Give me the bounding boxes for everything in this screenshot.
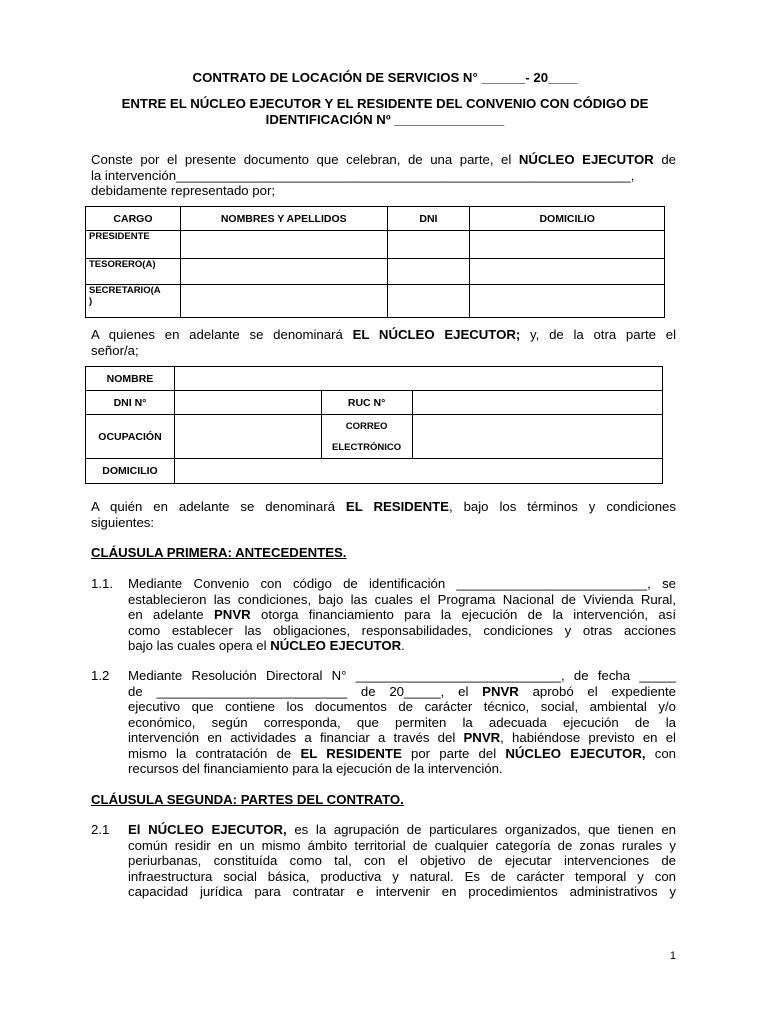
header-cargo: CARGO	[86, 207, 181, 231]
clause-2-1-text: El NÚCLEO EJECUTOR, es la agrupación de particulares organizados, que tienen en común residir en un mismo ámbito territorial de cualquier categoría de zonas rurales y periurbanas, constituída como tal, con el objetivo de ejecutar intervenciones de infraestructura social básica, productiva y natural. Es de carácter temporal y con capacidad jurídica para contratar e intervenir en procedimientos administrativos y	[128, 822, 676, 899]
parties-line-1: A quienes en adelante se denominará EL NÚCLEO EJECUTOR; y, de la otra parte el	[91, 327, 676, 342]
page-number: 1	[669, 950, 676, 962]
label-ocupacion: OCUPACIÓN	[86, 415, 175, 459]
cell-empty[interactable]	[470, 231, 665, 259]
subtitle-line-2: IDENTIFICACIÓN Nº _______________	[265, 111, 505, 127]
input-dni[interactable]	[174, 391, 321, 415]
clause-2-heading: CLÁUSULA SEGUNDA: PARTES DEL CONTRATO.	[91, 792, 404, 807]
clause-1-1-number: 1.1.	[91, 576, 113, 591]
intro-line-2: la intervención______________________________________________________________,	[91, 167, 635, 183]
label-ruc: RUC N°	[321, 391, 412, 415]
resident-line-1: A quién en adelante se denominará EL RESIDENTE, bajo los términos y condiciones	[91, 499, 676, 514]
header-nombres: NOMBRES Y APELLIDOS	[180, 207, 387, 231]
clause-1-1-text: Mediante Convenio con código de identificación __________________________, se establecieron las condiciones, bajo las cuales el Programa Nacional de Vivienda Rural, en adelante PNVR otorga financiamiento para la ejecución de la intervención, así como establecer las obligaciones, responsabilidades, condiciones y otras acciones bajo las cuales opera el NÚCLEO EJECUTOR.	[128, 576, 677, 653]
resident-line-2: siguientes:	[91, 514, 155, 530]
resident-paragraph	[91, 499, 676, 530]
cell-empty[interactable]	[470, 285, 665, 318]
intro-paragraph	[91, 152, 676, 199]
label-dni: DNI N°	[86, 391, 175, 415]
header-domicilio: DOMICILIO	[470, 207, 665, 231]
officers-table	[85, 206, 665, 318]
label-nombre: NOMBRE	[86, 367, 175, 391]
parties-line-2: señor/a;	[91, 342, 139, 358]
row-secretario: SECRETARIO(A )	[86, 285, 181, 318]
resident-table	[85, 366, 663, 484]
input-domicilio[interactable]	[174, 459, 662, 484]
clause-2-1-number: 2.1	[91, 822, 110, 837]
clause-1-2-text: Mediante Resolución Directoral N° ____________________________, de fecha _____ de __________________________ de 20_____, el PNVR aprobó el expediente ejecutivo que contiene los documentos de carácter técnico, social, ambiental y/o económico, según corresponda, que permiten la adecuada ejecución de la intervención en actividades a financiar a través del PNVR, habiéndose previsto en el mismo la contratación de EL RESIDENTE por parte del NÚCLEO EJECUTOR, con recursos del financiamiento para la ejecución de la intervención.	[128, 668, 676, 776]
subtitle-line-1: ENTRE EL NÚCLEO EJECUTOR Y EL RESIDENTE DEL CONVENIO CON CÓDIGO DE	[121, 96, 649, 111]
clause-1-heading: CLÁUSULA PRIMERA: ANTECEDENTES.	[91, 545, 347, 560]
label-correo: CORREO ELECTRÓNICO	[321, 415, 412, 459]
contract-title: CONTRATO DE LOCACIÓN DE SERVICIOS N° ______- 20____	[192, 70, 578, 85]
label-domicilio: DOMICILIO	[86, 459, 175, 484]
cell-empty[interactable]	[387, 259, 470, 285]
parties-paragraph	[91, 327, 676, 358]
header-dni: DNI	[387, 207, 470, 231]
intro-line-3: debidamente representado por;	[91, 183, 276, 198]
cell-empty[interactable]	[470, 259, 665, 285]
cell-empty[interactable]	[180, 259, 387, 285]
row-tesorero: TESORERO(A)	[86, 259, 181, 285]
cell-empty[interactable]	[387, 285, 470, 318]
input-correo[interactable]	[412, 415, 662, 459]
cell-empty[interactable]	[180, 285, 387, 318]
intro-line-1: Conste por el presente documento que celebran, de una parte, el NÚCLEO EJECUTOR de	[91, 152, 676, 167]
contract-subtitle	[90, 96, 680, 127]
cell-empty[interactable]	[180, 231, 387, 259]
input-ocupacion[interactable]	[174, 415, 321, 459]
input-ruc[interactable]	[412, 391, 662, 415]
cell-empty[interactable]	[387, 231, 470, 259]
input-nombre[interactable]	[174, 367, 662, 391]
row-presidente: PRESIDENTE	[86, 231, 181, 259]
clause-1-2-number: 1.2	[91, 668, 110, 683]
